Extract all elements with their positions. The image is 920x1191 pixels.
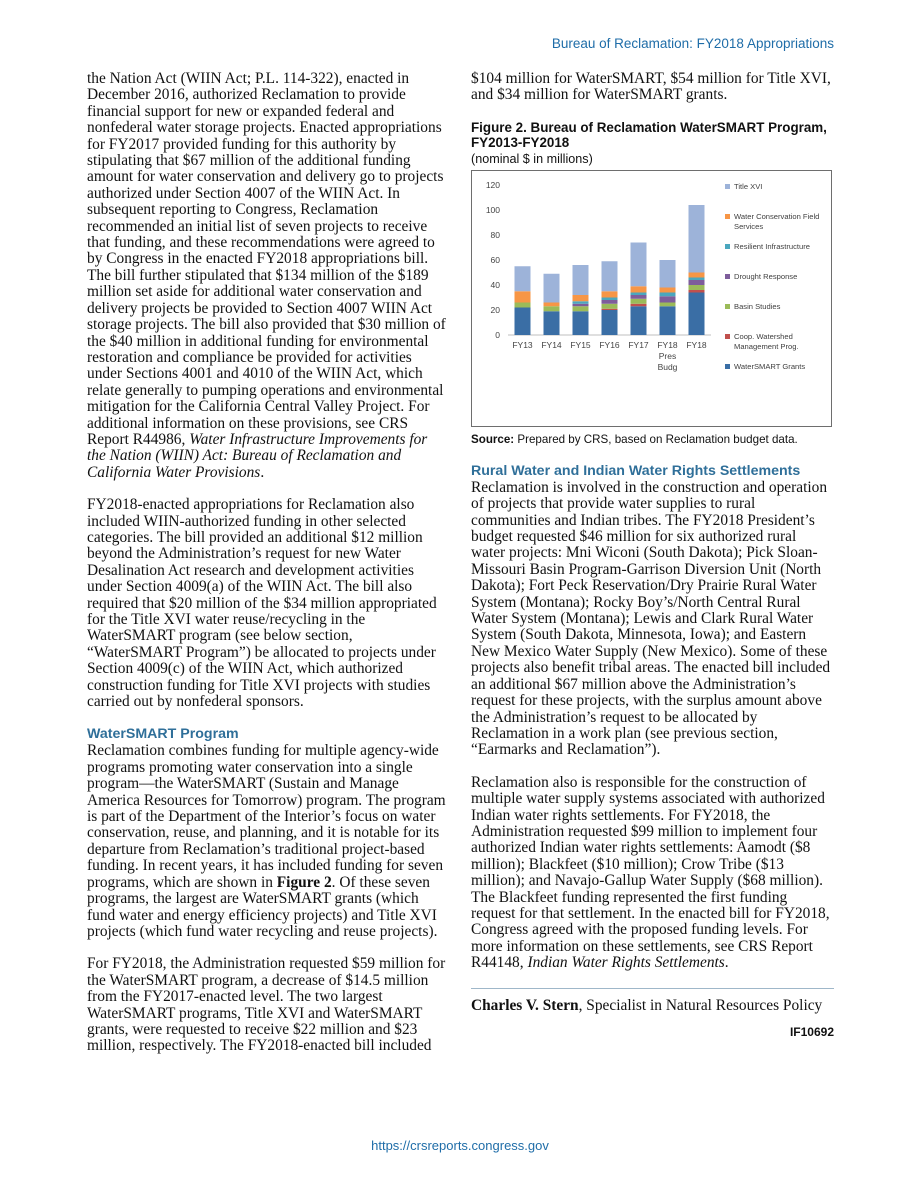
x-tick-label: FY18 [686,339,707,350]
legend-swatch [725,244,730,249]
bar-segment [689,292,705,335]
bar-segment [602,300,618,304]
bar-segment [660,260,676,288]
paragraph-watersmart-intro: Reclamation combines funding for multiple agency-wide programs promoting water conservation into a single program—the WaterSMART (Sustain and Manage America Resources for Tomorrow) program. The program is part of the Department of the Interior’s focus on water conservation, reuse, and planning, and it is notable for its departure from Reclamation’s traditional project-based funding. In recent years, it has included funding for seven programs, which are shown in Figure 2. Of these seven programs, the largest are WaterSMART grants (which fund water and energy efficiency projects) and Title XVI projects (which fund water recycling and reuse projects). [87,742,446,940]
figure-title: Figure 2. Bureau of Reclamation WaterSMART Program, FY2013-FY2018 [471,119,827,151]
bar-segment [573,311,589,335]
left-column [87,71,449,1071]
section-heading-rural-water: Rural Water and Indian Water Rights Settlements [471,462,801,479]
bar-segment [544,274,560,303]
bar-segment [631,242,647,286]
bar-segment [689,285,705,290]
bar-segment [631,299,647,304]
stacked-bar-chart [472,171,831,426]
footer-url-link[interactable]: https://crsreports.congress.gov [371,1138,549,1153]
legend-swatch [725,184,730,189]
paragraph-wiin-storage: the Nation Act (WIIN Act; P.L. 114-322), enacted in December 2016, authorized Reclamation to provide financial support for new or expanded federal and nonfederal water storage projects. Enacted appropriations for FY2017 provided funding for this authority by stipulating that $67 million of the additional funding amount for water conservation and delivery go to projects authorized under Section 4007 of the WIIN Act. In subsequent reporting to Congress, Reclamation recommended an initial list of seven projects to receive that funding, and these recommendations were agreed to by Congress in the enacted FY2018 appropriations bill. The bill further stipulated that $134 million of the $189 million set aside for additional water conservation and delivery projects be provided to Section 4007 WIIN Act storage projects. The bill also provided that $30 million of the $40 million in additional funding for environmental restoration and compliance be provided for activities under Sections 4001 and 4010 of the WIIN Act, which relate generally to pumping operations and environmental mitigation for the California Central Valley Project. For additional information on these provisions, see CRS Report R44986, Water Infrastructure Improvements for the Nation (WIIN) Act: Bureau of Reclamation and California Water Provisions. [87,70,446,481]
bar-segment [573,306,589,311]
figure-subtitle: (nominal $ in millions) [471,151,593,166]
legend-label: Water Conservation Field Services [734,211,820,231]
bar-segment [544,302,560,306]
paragraph-rural-water: Reclamation is involved in the construction and operation of projects that provide water supplies to rural communities and Indian tribes. The FY2018 President’s budget requested $46 million for six authorized rural water projects: Mni Wiconi (South Dakota); Pick Sloan-Missouri Basin Program-Garrison Diversion Unit (North Dakota); Fort Peck Reservation/Dry Prairie Rural Water System (Montana); Rocky Boy’s/North Central Rural Water System (Montana); Lewis and Clark Rural Water System (South Dakota, Minnesota, Iowa); and Eastern New Mexico Water Supply (New Mexico). Some of these projects also benefit tribal areas. The enacted bill included an additional $67 million above the Administration’s request for these projects, with the surplus amount above the Administration’s request to be allocated by Reclamation in a work plan (see previous section, “Earmarks and Reclamation”). [471,478,831,759]
legend-swatch [725,274,730,279]
legend-swatch [725,334,730,339]
paragraph-indian-water-rights: Reclamation also is responsible for the construction of multiple water supply systems associated with authorized Indian water rights settlements. For FY2018, the Administration requested $99 million to implement four authorized Indian water rights settlements: Aamodt ($8 million); Blackfeet ($10 million); Crow Tribe ($13 million); and Navajo-Gallup Water Supply ($68 million). The Blackfeet funding represented the first funding request for that settlement. In the enacted bill for FY2018, Congress agreed with the proposed funding levels. For more information on these settlements, see CRS Report R44148, Indian Water Rights Settlements. [471,773,830,972]
author-line [471,998,834,1014]
bar-segment [660,296,676,302]
product-id: IF10692 [789,1025,834,1039]
bar-segment [631,304,647,307]
bar-segment [573,301,589,304]
legend-swatch [725,304,730,309]
y-tick-label: 100 [485,204,500,215]
bar-segment [631,295,647,299]
y-tick-label: 60 [490,254,500,265]
bar-segment [660,302,676,306]
bar-segment [602,304,618,309]
running-header: Bureau of Reclamation: FY2018 Appropriations [551,36,834,51]
bar-segment [689,272,705,277]
section-heading-watersmart: WaterSMART Program [87,726,239,743]
bar-segment [602,261,618,291]
paragraph-continuation: $104 million for WaterSMART, $54 million for Title XVI, and $34 million for WaterSMART grants. [471,70,831,104]
bar-segment [631,286,647,292]
x-tick-label: FY16 [599,339,620,350]
author-title: , Specialist in Natural Resources Policy [578,996,823,1014]
bar-segment [602,310,618,335]
legend-label: Coop. Watershed Management Prog. [734,331,799,351]
bar-segment [689,290,705,293]
chart-frame [471,170,832,427]
legend-label: Resilient Infrastructure [734,241,810,251]
bar-segment [631,306,647,335]
bar-segment [660,292,676,296]
y-tick-label: 40 [490,279,500,290]
y-tick-label: 0 [495,329,500,340]
bar-segment [515,302,531,307]
bar-segment [602,309,618,310]
right-column [471,71,834,1040]
x-tick-label: FY18 Pres Budg [657,339,678,372]
report-title-italic: Indian Water Rights Settlements [527,954,725,972]
bar-segment [515,307,531,335]
paragraph-watersmart-fy2018: For FY2018, the Administration requested $59 million for the WaterSMART program, a decrease of $14.5 million from the FY2017-enacted level. The two largest WaterSMART programs, Title XVI and WaterSMART grants, were requested to receive $22 million and $23 million, respectively. The FY2018-enacted bill included [87,955,446,1055]
x-tick-label: FY15 [570,339,591,350]
bar-segment [689,280,705,285]
legend-label: WaterSMART Grants [734,361,806,371]
x-tick-label: FY17 [628,339,649,350]
legend-label: Drought Response [734,271,798,281]
x-tick-label: FY14 [541,339,562,350]
legend-swatch [725,214,730,219]
bar-segment [573,265,589,295]
bar-segment [631,292,647,295]
author-name: Charles V. Stern [471,996,579,1014]
bar-segment [544,311,560,335]
legend-label: Basin Studies [734,301,781,311]
bar-segment [602,297,618,300]
bar-segment [573,304,589,307]
bar-segment [602,291,618,297]
y-tick-label: 80 [490,229,500,240]
paragraph-wiin-other: FY2018-enacted appropriations for Reclamation also included WIIN-authorized funding in other selected categories. The bill provided an additional $12 million beyond the Administration’s request for new Water Desalination Act research and development activities under Section 4009(a) of the WIIN Act. The bill also required that $20 million of the $34 million appropriated for the Title XVI water reuse/recycling in the WaterSMART program (see below section, “WaterSMART Program”) be allocated to projects under Section 4009(c) of the WIIN Act, which authorized construction funding for Title XVI projects with studies carried out by nonfederal sponsors. [87,496,437,711]
x-tick-label: FY13 [512,339,533,350]
y-tick-label: 120 [485,179,500,190]
report-title-italic: Water Infrastructure Improvements for the Nation (WIIN) Act: Bureau of Reclamation and California Water Provisions [87,430,428,481]
legend-swatch [725,364,730,369]
bar-segment [515,291,531,302]
bar-segment [515,266,531,291]
figure [471,120,834,447]
bar-segment [544,306,560,311]
legend-label: Title XVI [734,181,763,191]
bar-segment [660,287,676,292]
bar-segment [573,295,589,301]
bar-segment [660,306,676,335]
figure-source: Source: Prepared by CRS, based on Reclamation budget data. [471,432,798,446]
figure-reference: Figure 2 [276,873,332,891]
bar-segment [689,277,705,280]
bar-segment [689,205,705,273]
author-divider [471,988,834,989]
y-tick-label: 20 [490,304,500,315]
